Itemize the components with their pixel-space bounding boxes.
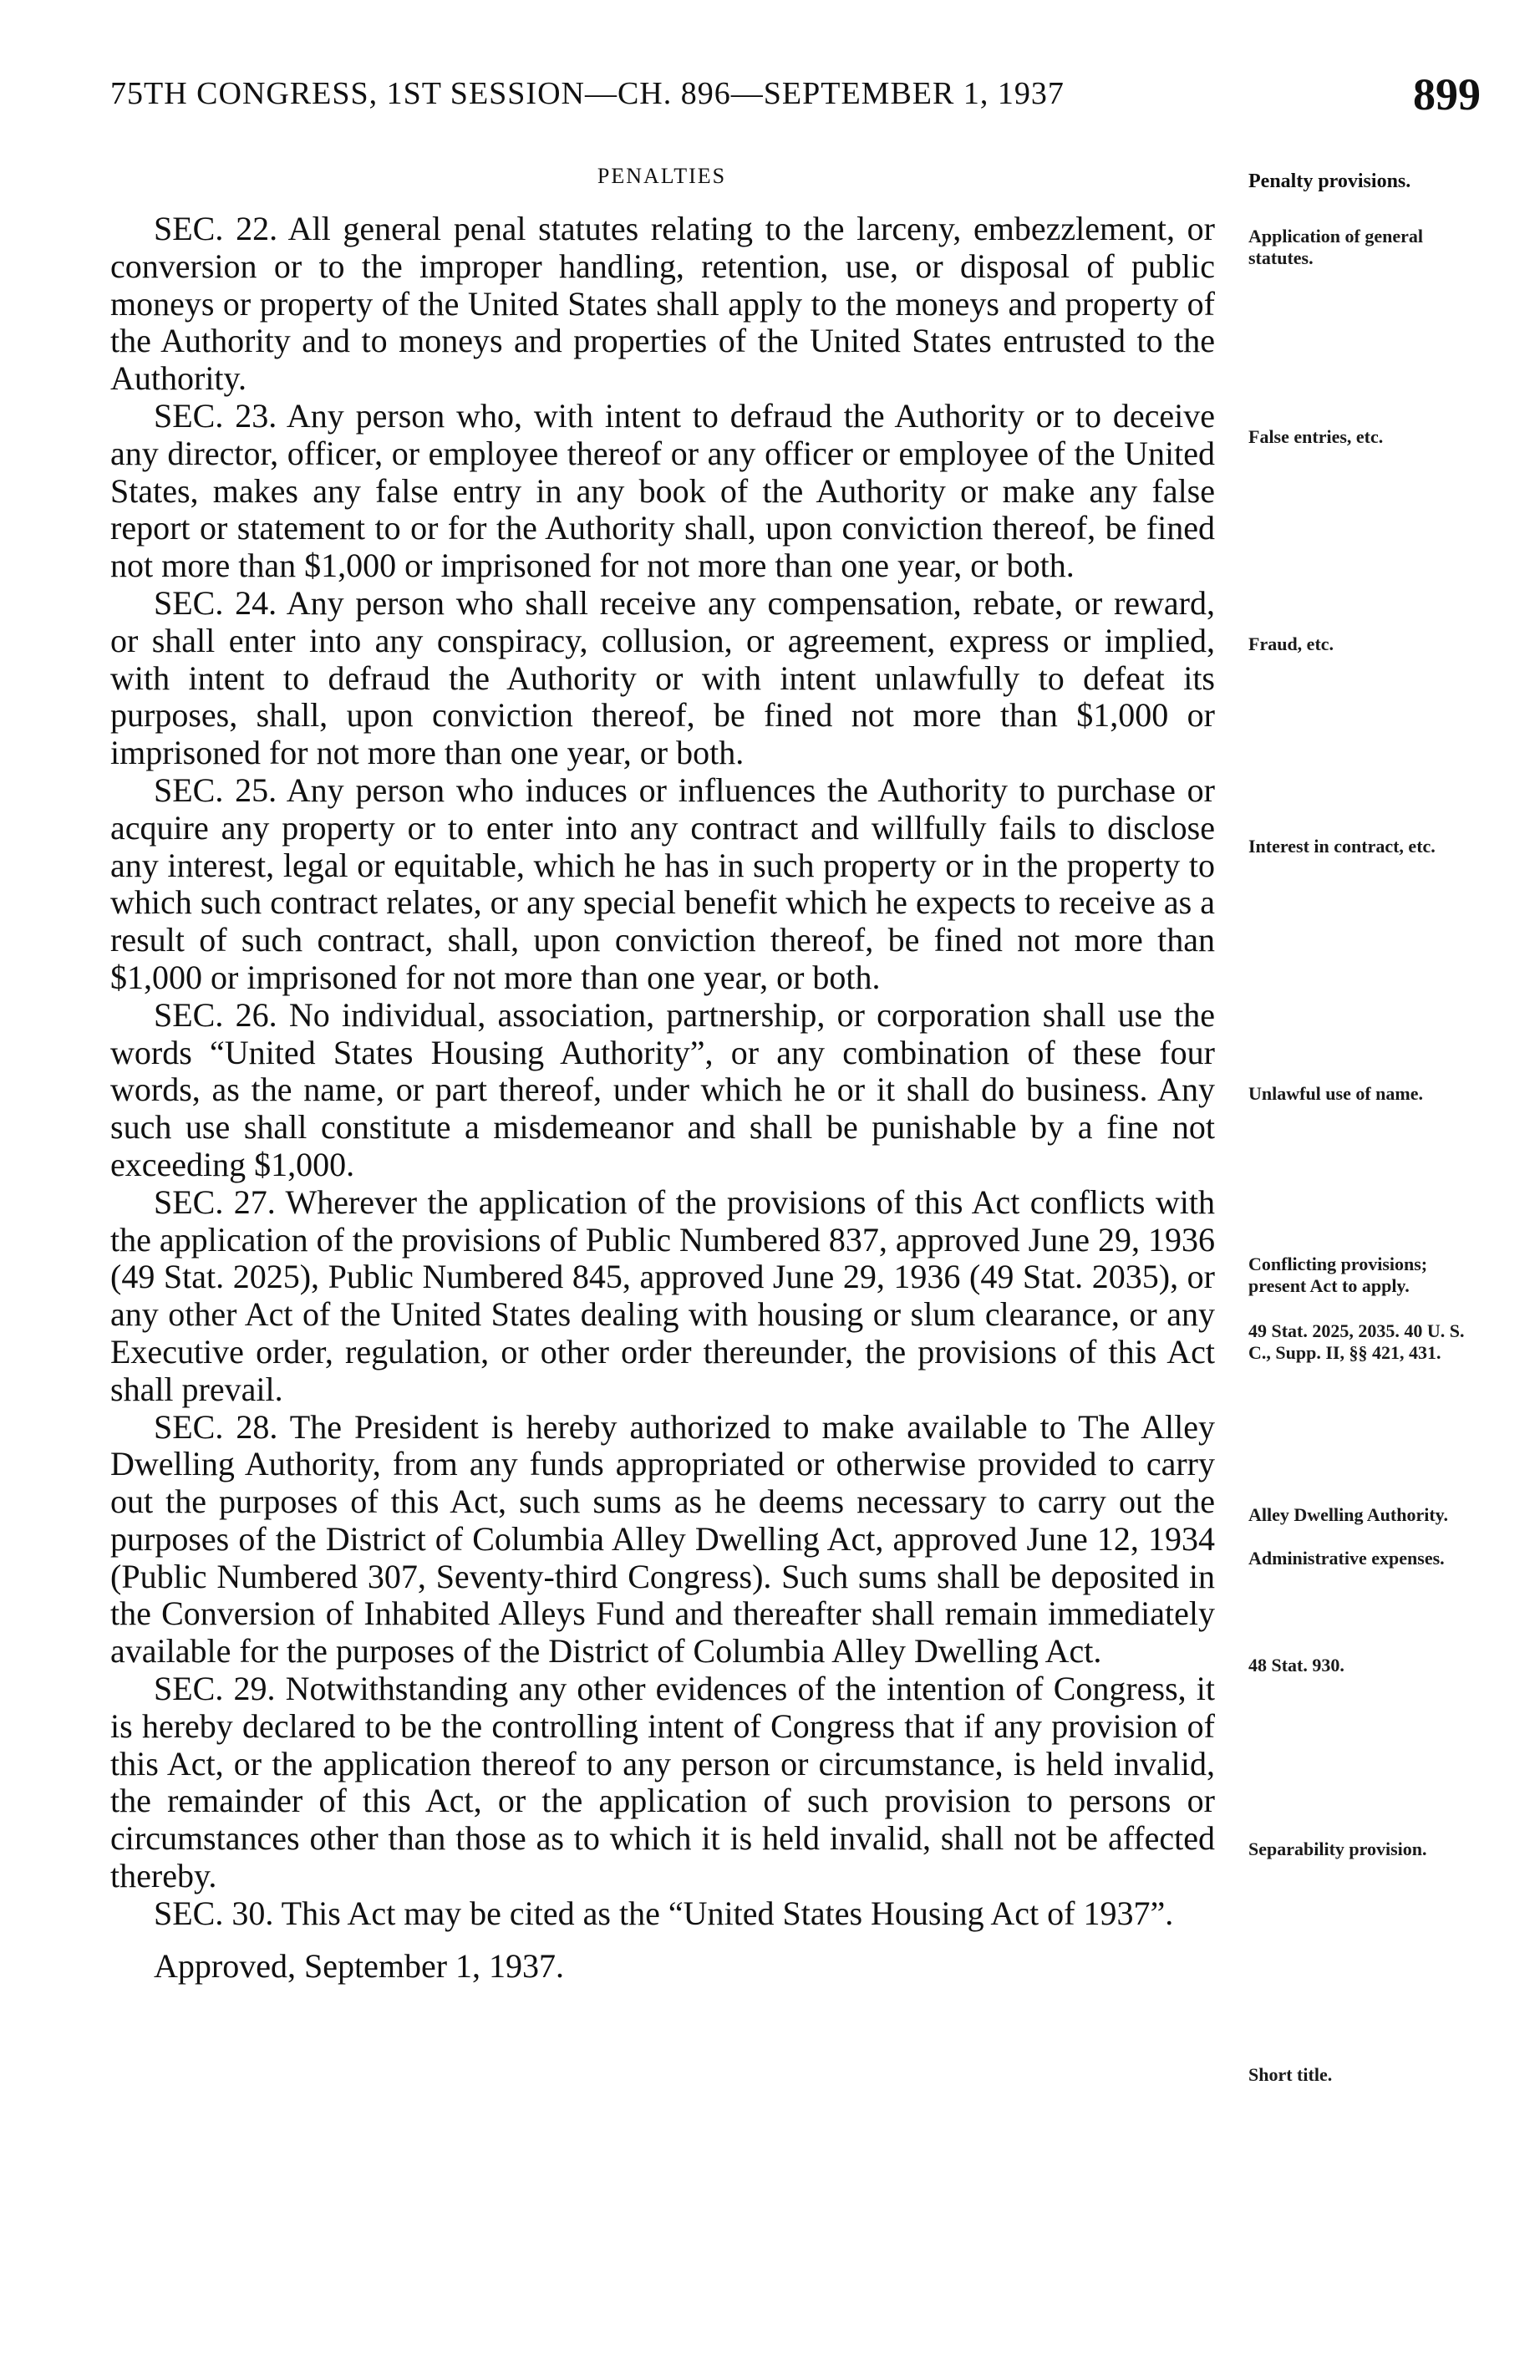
section-text: All general penal statutes relating to the larceny, embezzlement, or conversion or to the improper handling, retention, use, or disposal of public moneys or property of the United States shall apply to the moneys and property of the Authority and to moneys and properties of the United States entrusted to the Authority. bbox=[110, 210, 1216, 398]
section-23 bbox=[110, 398, 1215, 585]
section-heading: PENALTIES bbox=[597, 164, 727, 188]
section-label: SEC. 28. bbox=[154, 1407, 278, 1446]
section-label: SEC. 30. bbox=[154, 1894, 274, 1932]
page-number: 899 bbox=[1413, 69, 1481, 120]
side-heading: Penalty provisions. bbox=[1248, 170, 1411, 192]
margin-note-administrative-expenses: Administrative expenses. bbox=[1248, 1548, 1445, 1569]
margin-note-statute-citation: 49 Stat. 2025, 2035. 40 U. S. C., Supp. II, §§ 421, 431. bbox=[1248, 1320, 1465, 1363]
margin-note-general-statutes: Application of general statutes. bbox=[1248, 226, 1423, 268]
margin-note-interest-in-contract: Interest in contract, etc. bbox=[1248, 836, 1436, 857]
section-22 bbox=[110, 211, 1215, 398]
margin-note-alley-dwelling: Alley Dwelling Authority. bbox=[1248, 1504, 1448, 1525]
section-25 bbox=[110, 772, 1215, 997]
margin-note-short-title: Short title. bbox=[1248, 2064, 1333, 2085]
margin-note-false-entries: False entries, etc. bbox=[1248, 426, 1384, 447]
section-label: SEC. 24. bbox=[154, 583, 277, 622]
section-text: Wherever the application of the provisions of this Act conflicts with the application of the provisions of Public Numbered 837, approved June 29, 1936 (49 Stat. 2025), Public Numbered 845, approved June 29, 1936 (49 Stat. 2035), or any other Act of the United States dealing with housing or slum clearance, or any Executive order, regulation, or other order thereunder, the provisions of this Act shall prevail. bbox=[110, 1182, 1215, 1408]
running-head bbox=[110, 69, 1481, 119]
section-label: SEC. 27. bbox=[154, 1182, 276, 1221]
margin-note-48-stat: 48 Stat. 930. bbox=[1248, 1655, 1344, 1676]
section-text: The President is hereby authorized to make available to The Alley Dwelling Authority, from any funds appropriated or otherwise provided to carry out the purposes of this Act, such sums as he deems necessary to carry out the purposes of the District of Columbia Alley Dwelling Act, approved June 12, 1934 (Public Numbered 307, Seventy-third Congress). Such sums shall be deposited in the Conversion of Inhabited Alleys Fund and thereafter shall remain immediately available for the purposes of the District of Columbia Alley Dwelling Act. bbox=[110, 1407, 1216, 1671]
section-29 bbox=[110, 1671, 1215, 1895]
section-text: Any person who, with intent to defraud the Authority or to deceive any director, officer, or employee thereof or any officer or employee of the United States, makes any false entry in any book of the Authority or make any false report or statement to or for the Authority shall, upon conviction thereof, be fined not more than $1,000 or imprisoned for not more than one year, or both. bbox=[110, 396, 1216, 585]
section-text: No individual, association, partnership, or corporation shall use the words “United States Housing Authority”, or any combination of these four words, as the name, or part thereof, under which he or it shall do business. Any such use shall constitute a misdemeanor and shall be punishable by a fine not exceeding $1,000. bbox=[110, 995, 1216, 1183]
section-24 bbox=[110, 585, 1215, 772]
section-label: SEC. 25. bbox=[154, 770, 277, 809]
section-30 bbox=[110, 1895, 1215, 1933]
section-label: SEC. 22. bbox=[154, 210, 278, 247]
margin-note-separability: Separability provision. bbox=[1248, 1838, 1427, 1859]
margin-note-fraud: Fraud, etc. bbox=[1248, 633, 1334, 654]
section-28 bbox=[110, 1409, 1215, 1671]
section-text: Any person who induces or influences the Authority to purchase or acquire any property or to enter into any contract and willfully fails to disclose any interest, legal or equitable, which he has in such property or in the property to which such contract relates, or any special benefit which he expects to receive as a result of such contract, shall, upon conviction thereof, be fined not more than $1,000 or imprisoned for not more than one year, or both. bbox=[110, 770, 1215, 996]
approval-line: Approved, September 1, 1937. bbox=[154, 1946, 565, 1985]
section-text: This Act may be cited as the “United States Housing Act of 1937”. bbox=[281, 1894, 1174, 1932]
statute-body bbox=[110, 211, 1215, 1985]
section-text: Any person who shall receive any compensation, rebate, or reward, or shall enter into any conspiracy, collusion, or agreement, express or implied, with intent to defraud the Authority or with intent unlawfully to defeat its purposes, shall, upon conviction thereof, be fined not more than $1,000 or imprisoned for not more than one year, or both. bbox=[110, 583, 1216, 772]
section-label: SEC. 29. bbox=[154, 1670, 276, 1708]
running-head-title: 75TH CONGRESS, 1ST SESSION—CH. 896—SEPTEMBER 1, 1937 bbox=[110, 76, 1065, 111]
margin-note-conflicting-provisions: Conflicting provisions; present Act to apply. bbox=[1248, 1254, 1428, 1296]
section-text: Notwithstanding any other evidences of the intention of Congress, it is hereby declared to be the controlling intent of Congress that if any provision of this Act, or the application thereof to any person or circumstance, is held invalid, the remainder of this Act, or the application of such provision to persons or circumstances other than those as to which it is held invalid, shall not be affected thereby. bbox=[110, 1670, 1216, 1895]
section-label: SEC. 23. bbox=[154, 396, 277, 435]
section-label: SEC. 26. bbox=[154, 995, 277, 1034]
section-26 bbox=[110, 997, 1215, 1184]
margin-note-unlawful-use: Unlawful use of name. bbox=[1248, 1083, 1424, 1104]
section-27 bbox=[110, 1184, 1215, 1409]
